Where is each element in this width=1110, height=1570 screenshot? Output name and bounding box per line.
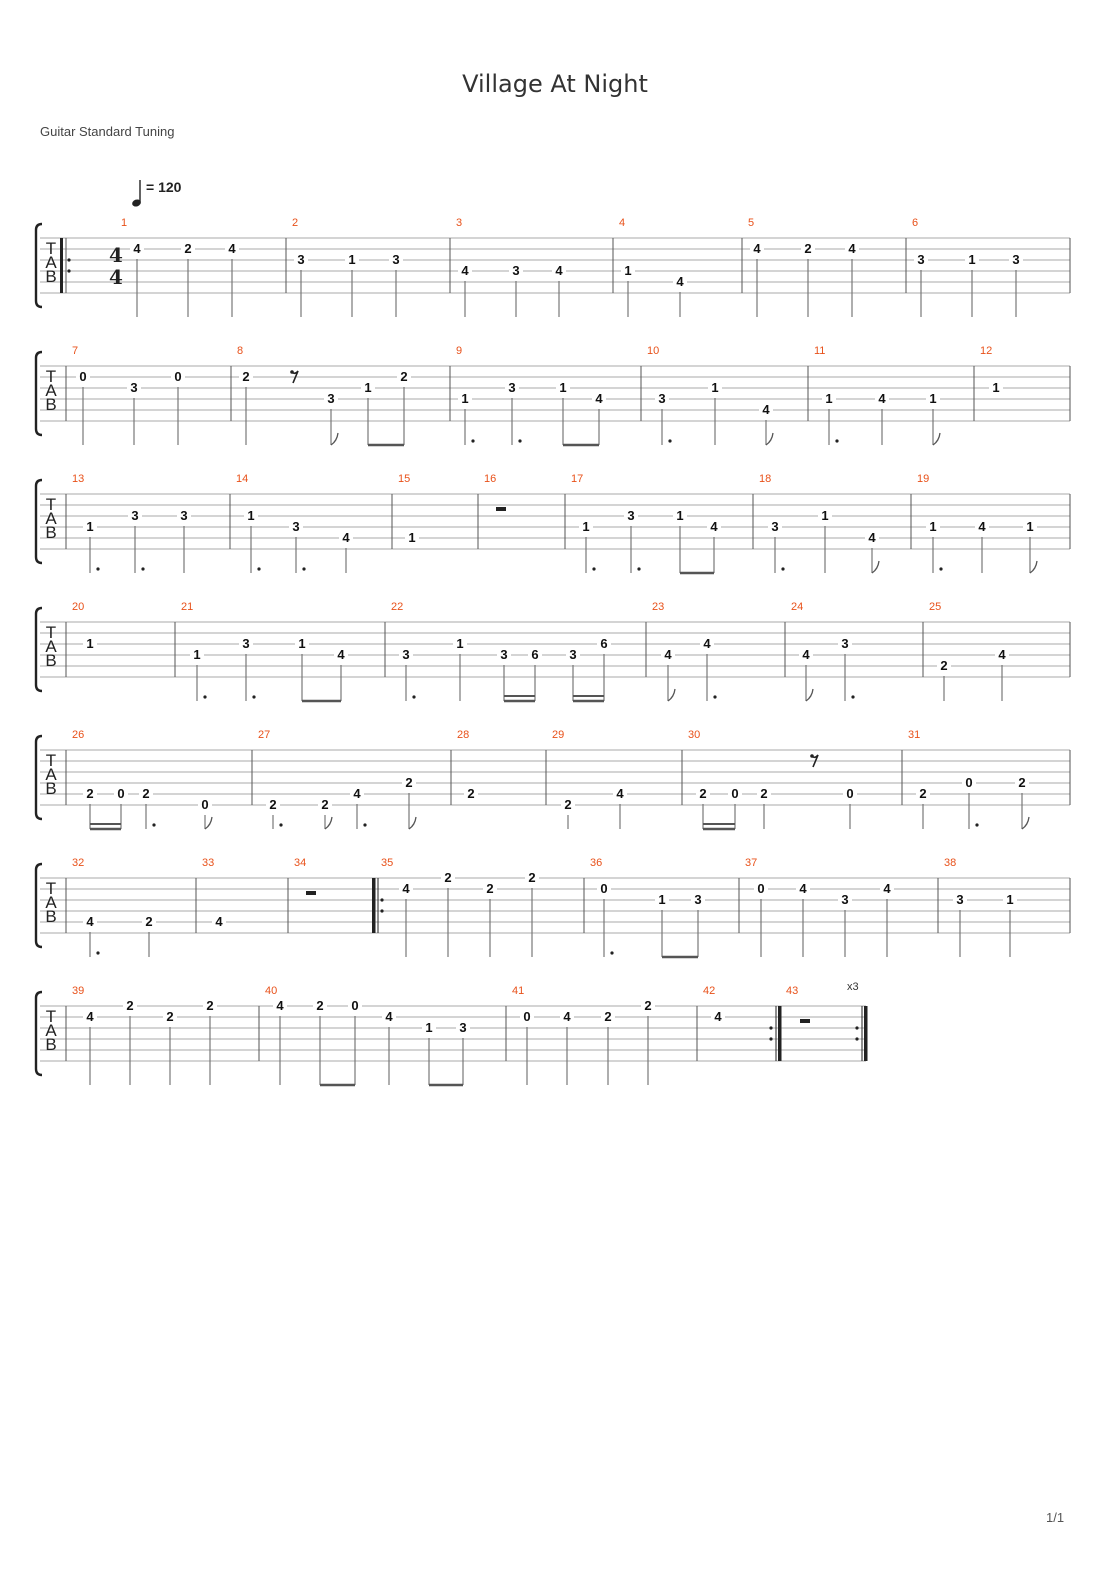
tab-clef-letter: A [45,765,57,784]
fret-number: 2 [699,786,707,801]
bar-number: 40 [265,985,278,997]
fret-number: 2 [142,786,150,801]
tempo-marking: = 120 [146,179,182,195]
bar-number: 31 [908,729,921,741]
fret-number: 2 [644,998,652,1013]
bar-number: 38 [944,857,957,869]
fret-number: 1 [821,508,829,523]
fret-number: 1 [582,519,590,534]
tab-clef-letter: A [45,893,57,912]
fret-number: 4 [978,519,986,534]
fret-number: 2 [604,1009,612,1024]
fret-number: 1 [425,1020,433,1035]
system-bracket [36,864,42,947]
fret-number: 4 [337,647,345,662]
fret-number: 4 [563,1009,571,1024]
fret-number: 4 [461,263,469,278]
bar-number: 14 [236,473,249,485]
fret-number: 1 [825,391,833,406]
fret-number: 0 [351,998,359,1013]
fret-number: 3 [327,391,335,406]
fret-number: 4 [353,786,361,801]
eighth-flag [1030,561,1037,573]
fret-number: 3 [658,391,666,406]
bar-number: 11 [814,345,826,357]
system-bracket [36,480,42,563]
fret-number: 1 [929,391,937,406]
fret-number: 1 [559,380,567,395]
dotted-note-dot [96,567,99,570]
tab-clef-letter: B [45,267,57,286]
half-rest [306,891,316,895]
system-bracket [36,992,42,1075]
bar-number: 25 [929,601,942,613]
dotted-note-dot [592,567,595,570]
tab-clef-letter: B [45,651,57,670]
fret-number: 2 [444,870,452,885]
fret-number: 4 [276,998,284,1013]
fret-number: 3 [694,892,702,907]
fret-number: 4 [848,241,856,256]
tuning-label: Guitar Standard Tuning [40,124,175,139]
bar-number: 4 [619,217,626,229]
fret-number: 4 [753,241,761,256]
fret-number: 3 [841,892,849,907]
tab-clef-letter: B [45,907,57,926]
tab-clef-letter: T [45,367,57,386]
repeat-dot [67,258,70,261]
bar-number: 15 [398,473,411,485]
fret-number: 4 [703,636,711,651]
fret-number: 4 [86,914,94,929]
bar-number: 10 [647,345,660,357]
tab-clef-letter: A [45,509,57,528]
fret-number: 1 [992,380,1000,395]
fret-number: 1 [658,892,666,907]
fret-number: 1 [968,252,976,267]
repeat-end-bar [864,1006,868,1061]
repeat-dot [855,1026,858,1029]
eighth-flag [325,817,332,829]
eighth-flag [331,433,338,445]
eighth-flag [1022,817,1029,829]
dotted-note-dot [637,567,640,570]
repeat-start-bar [60,238,63,293]
fret-number: 3 [131,508,139,523]
bar-number: 8 [237,345,244,357]
fret-number: 3 [402,647,410,662]
eighth-flag [205,817,212,829]
repeat-dot [380,898,383,901]
fret-number: 2 [269,797,277,812]
fret-number: 3 [392,252,400,267]
bar-number: 6 [912,217,919,229]
repeat-start-bar [372,878,376,933]
fret-number: 1 [929,519,937,534]
eighth-flag [872,561,879,573]
tab-clef-letter: A [45,253,57,272]
fret-number: 3 [917,252,925,267]
bar-number: 3 [456,217,463,229]
time-signature-top: 4 [109,243,123,267]
dotted-note-dot [257,567,260,570]
fret-number: 0 [117,786,125,801]
fret-number: 2 [400,369,408,384]
dotted-note-dot [975,823,978,826]
fret-number: 4 [215,914,223,929]
dotted-note-dot [152,823,155,826]
fret-number: 2 [206,998,214,1013]
system-bracket [36,608,42,691]
fret-number: 3 [459,1020,467,1035]
fret-number: 4 [799,881,807,896]
bar-number: 32 [72,857,85,869]
dotted-note-dot [471,439,474,442]
fret-number: 1 [711,380,719,395]
half-rest [496,507,506,511]
bar-number: 18 [759,473,772,485]
tab-clef-letter: A [45,381,57,400]
bar-number: 1 [121,217,128,229]
dotted-note-dot [668,439,671,442]
bar-number: 17 [571,473,584,485]
repeat-dot [855,1037,858,1040]
tab-clef-letter: B [45,523,57,542]
eighth-rest-dot [810,754,814,758]
fret-number: 2 [166,1009,174,1024]
page-number: 1/1 [1046,1510,1065,1525]
bar-number: 13 [72,473,85,485]
dotted-note-dot [96,951,99,954]
repeat-dot [380,909,383,912]
fret-number: 2 [1018,775,1026,790]
dotted-note-dot [713,695,716,698]
dotted-note-dot [939,567,942,570]
fret-number: 6 [600,636,608,651]
fret-number: 4 [616,786,624,801]
fret-number: 3 [292,519,300,534]
fret-number: 2 [405,775,413,790]
dotted-note-dot [851,695,854,698]
fret-number: 1 [193,647,201,662]
tab-clef-letter: A [45,1021,57,1040]
eighth-rest-dot [290,370,294,374]
bar-number: 27 [258,729,271,741]
fret-number: 0 [174,369,182,384]
eighth-flag [766,433,773,445]
fret-number: 1 [298,636,306,651]
fret-number: 3 [500,647,508,662]
fret-number: 4 [86,1009,94,1024]
dotted-note-dot [835,439,838,442]
fret-number: 2 [564,797,572,812]
song-title: Village At Night [462,70,648,98]
dotted-note-dot [141,567,144,570]
fret-number: 0 [731,786,739,801]
bar-number: 42 [703,985,716,997]
bar-number: 16 [484,473,497,485]
fret-number: 0 [965,775,973,790]
fret-number: 2 [126,998,134,1013]
fret-number: 4 [402,881,410,896]
tab-clef-letter: B [45,395,57,414]
bar-number: 7 [72,345,79,357]
fret-number: 1 [624,263,632,278]
fret-number: 4 [883,881,891,896]
fret-number: 1 [408,530,416,545]
dotted-note-dot [302,567,305,570]
fret-number: 4 [342,530,350,545]
fret-number: 4 [802,647,810,662]
bar-number: 39 [72,985,85,997]
fret-number: 1 [1006,892,1014,907]
bar-number: 19 [917,473,930,485]
fret-number: 3 [841,636,849,651]
fret-number: 1 [86,636,94,651]
bar-number: 28 [457,729,470,741]
eighth-flag [933,433,940,445]
bar-number: 34 [294,857,307,869]
fret-number: 4 [762,402,770,417]
fret-number: 3 [508,380,516,395]
fret-number: 1 [364,380,372,395]
bar-number: 30 [688,729,701,741]
dotted-note-dot [363,823,366,826]
tab-clef-letter: B [45,1035,57,1054]
eighth-flag [409,817,416,829]
fret-number: 2 [919,786,927,801]
fret-number: 4 [385,1009,393,1024]
fret-number: 2 [321,797,329,812]
bar-number: 33 [202,857,215,869]
bar-number: 9 [456,345,463,357]
tab-clef-letter: A [45,637,57,656]
fret-number: 3 [512,263,520,278]
dotted-note-dot [781,567,784,570]
bar-number: 36 [590,857,603,869]
half-rest [800,1019,810,1023]
fret-number: 0 [523,1009,531,1024]
fret-number: 4 [714,1009,722,1024]
eighth-flag [668,689,675,701]
fret-number: 2 [145,914,153,929]
bar-number: 29 [552,729,565,741]
fret-number: 2 [184,241,192,256]
eighth-flag [806,689,813,701]
fret-number: 4 [868,530,876,545]
repeat-dot [769,1026,772,1029]
bar-number: 12 [980,345,993,357]
bar-number: 35 [381,857,394,869]
fret-number: 2 [940,658,948,673]
fret-number: 4 [878,391,886,406]
fret-number: 0 [600,881,608,896]
fret-number: 1 [461,391,469,406]
fret-number: 2 [86,786,94,801]
fret-number: 4 [555,263,563,278]
tab-clef-letter: T [45,879,57,898]
bar-number: 41 [512,985,525,997]
repeat-end-bar [778,1006,782,1061]
fret-number: 1 [456,636,464,651]
fret-number: 1 [1026,519,1034,534]
system-bracket [36,736,42,819]
fret-number: 6 [531,647,539,662]
fret-number: 1 [676,508,684,523]
fret-number: 4 [228,241,236,256]
fret-number: 3 [569,647,577,662]
fret-number: 2 [760,786,768,801]
repeat-dot [769,1037,772,1040]
fret-number: 3 [242,636,250,651]
fret-number: 0 [201,797,209,812]
dotted-note-dot [518,439,521,442]
dotted-note-dot [412,695,415,698]
tab-clef-letter: T [45,1007,57,1026]
system-bracket [36,224,42,307]
fret-number: 3 [130,380,138,395]
bar-number: 24 [791,601,804,613]
bar-number: 43 [786,985,799,997]
fret-number: 4 [133,241,141,256]
fret-number: 4 [595,391,603,406]
bar-number: 5 [748,217,755,229]
tab-clef-letter: B [45,779,57,798]
tab-clef-letter: T [45,495,57,514]
fret-number: 0 [846,786,854,801]
fret-number: 4 [664,647,672,662]
fret-number: 3 [180,508,188,523]
fret-number: 2 [486,881,494,896]
dotted-note-dot [610,951,613,954]
fret-number: 3 [956,892,964,907]
fret-number: 4 [676,274,684,289]
dotted-note-dot [252,695,255,698]
dotted-note-dot [203,695,206,698]
fret-number: 1 [247,508,255,523]
bar-number: 37 [745,857,758,869]
bar-number: 2 [292,217,299,229]
fret-number: 2 [804,241,812,256]
fret-number: 2 [528,870,536,885]
fret-number: 3 [627,508,635,523]
bar-number: 22 [391,601,404,613]
bar-number: 21 [181,601,194,613]
tab-clef-letter: T [45,623,57,642]
time-signature-bottom: 4 [109,265,123,289]
bar-number: 20 [72,601,85,613]
fret-number: 2 [467,786,475,801]
fret-number: 3 [771,519,779,534]
fret-number: 2 [316,998,324,1013]
fret-number: 4 [710,519,718,534]
bar-number: 26 [72,729,85,741]
bar-number: 23 [652,601,665,613]
fret-number: 3 [1012,252,1020,267]
tab-clef-letter: T [45,239,57,258]
fret-number: 3 [297,252,305,267]
tab-clef-letter: T [45,751,57,770]
dotted-note-dot [279,823,282,826]
repeat-dot [67,269,70,272]
fret-number: 0 [757,881,765,896]
fret-number: 1 [86,519,94,534]
fret-number: 0 [79,369,87,384]
fret-number: 2 [242,369,250,384]
fret-number: 1 [348,252,356,267]
system-bracket [36,352,42,435]
fret-number: 4 [998,647,1006,662]
repeat-count: x3 [847,981,859,993]
